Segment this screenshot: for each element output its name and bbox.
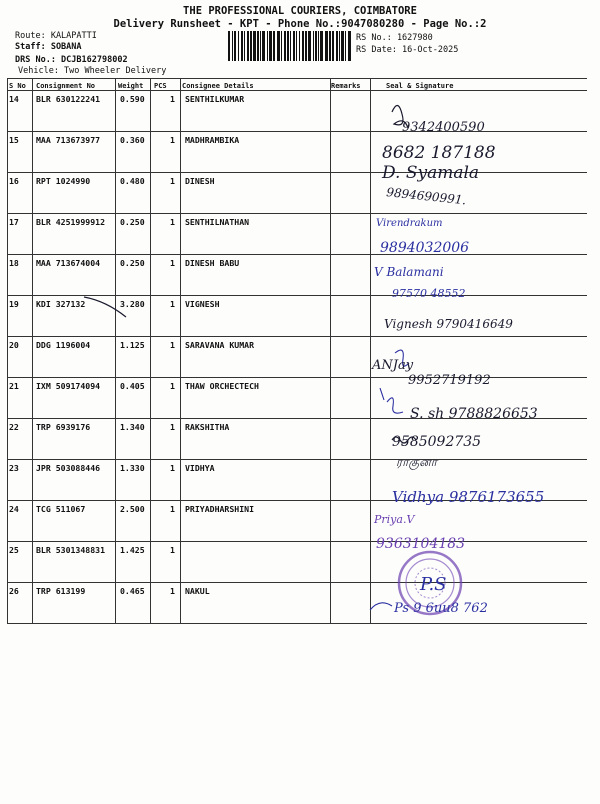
pcs-cell: 1 [170,176,175,186]
consignee-cell: DINESH [185,176,215,186]
consignment-cell: MAA 713674004 [36,258,101,268]
consignment-cell: BLR 630122241 [36,94,101,104]
svg-text:P.S: P.S [420,574,447,595]
consignee-cell: VIGNESH [185,299,220,309]
consignee-cell: DINESH BABU [185,258,240,268]
consignment-cell: BLR 4251999912 [36,217,106,227]
company-title: THE PROFESSIONAL COURIERS, COIMBATORE [183,5,417,17]
consignment-cell: MAA 713673977 [36,135,101,145]
consignment-cell: TRP 6939176 [36,422,91,432]
pcs-cell: 1 [170,381,175,391]
pcs-cell: 1 [170,217,175,227]
sno-cell: 25 [9,545,19,555]
sno-cell: 18 [9,258,19,268]
consignment-cell: TCG 511067 [36,504,86,514]
svg-text:97570 48552: 97570 48552 [392,287,466,300]
weight-cell: 0.360 [120,135,145,145]
col-seal-header: Seal & Signature [386,82,454,90]
svg-text:Vignesh 9790416649: Vignesh 9790416649 [384,317,513,331]
consignment-cell: KDI 327132 [36,299,86,309]
weight-cell: 1.425 [120,545,145,555]
consignee-cell: MADHRAMBIKA [185,135,240,145]
col-pcs-header: PCS [154,82,167,90]
pcs-cell: 1 [170,504,175,514]
sno-cell: 21 [9,381,19,391]
svg-text:Virendrakum: Virendrakum [376,218,443,229]
weight-cell: 1.340 [120,422,145,432]
consignee-cell: VIDHYA [185,463,215,473]
svg-text:8682 187188: 8682 187188 [382,143,496,163]
svg-text:Priya.V: Priya.V [374,513,415,526]
pcs-cell: 1 [170,463,175,473]
weight-cell: 0.590 [120,94,145,104]
svg-text:D. Syamala: D. Syamala [382,163,480,183]
pcs-cell: 1 [170,258,175,268]
weight-cell: 2.500 [120,504,145,514]
consignment-cell: RPT 1024990 [36,176,91,186]
svg-text:9952719192: 9952719192 [408,373,491,388]
consignee-cell: RAKSHITHA [185,422,230,432]
consignee-cell: THAW ORCHECTECH [185,381,259,391]
svg-text:9894690991.: 9894690991. [385,185,467,208]
consignment-cell: IXM 509174094 [36,381,101,391]
consignment-cell: BLR 5301348831 [36,545,106,555]
svg-text:9342400590: 9342400590 [402,120,485,135]
weight-cell: 0.405 [120,381,145,391]
sno-cell: 26 [9,586,19,596]
consignee-cell: SENTHILKUMAR [185,94,245,104]
svg-text:Ps 9 6uu8 762: Ps 9 6uu8 762 [394,601,488,616]
col-remarks-header: Remarks [331,82,361,90]
sno-cell: 19 [9,299,19,309]
route-label: Route: KALAPATTI [15,31,97,41]
col-consignment-header: Consignment No [36,82,96,90]
consignee-cell: NAKUL [185,586,210,596]
col-consignee-header: Consignee Details [182,82,254,90]
svg-text:V Balamani: V Balamani [374,265,444,279]
staff-label: Staff: SOBANA [15,42,82,52]
weight-cell: 1.125 [120,340,145,350]
consignment-cell: JPR 503088446 [36,463,101,473]
svg-text:9585092735: 9585092735 [392,434,482,450]
consignment-cell: DDG 1196004 [36,340,91,350]
sno-cell: 22 [9,422,19,432]
weight-cell: 3.280 [120,299,145,309]
pcs-cell: 1 [170,340,175,350]
pcs-cell: 1 [170,135,175,145]
svg-text:Vidhya 9876173655: Vidhya 9876173655 [392,488,545,506]
svg-text:9894032006: 9894032006 [380,240,470,256]
pcs-cell: 1 [170,422,175,432]
pcs-cell: 1 [170,94,175,104]
weight-cell: 0.465 [120,586,145,596]
sno-cell: 16 [9,176,19,186]
drs-label: DRS No.: DCJB162798002 [15,55,128,65]
weight-cell: 1.330 [120,463,145,473]
pcs-cell: 1 [170,586,175,596]
sno-cell: 23 [9,463,19,473]
weight-cell: 0.480 [120,176,145,186]
svg-text:ராகுனா: ராகுனா [396,455,437,469]
consignment-cell: TRP 613199 [36,586,86,596]
vehicle-label: Vehicle: Two Wheeler Delivery [18,66,167,76]
svg-text:ANJay: ANJay [372,358,414,373]
sno-cell: 17 [9,217,19,227]
col-weight-header: Weight [118,82,144,90]
sno-cell: 14 [9,94,19,104]
weight-cell: 0.250 [120,217,145,227]
svg-text:9363104183: 9363104183 [376,536,466,552]
consignee-cell: PRIYADHARSHINI [185,504,255,514]
sno-cell: 20 [9,340,19,350]
consignee-cell: SARAVANA KUMAR [185,340,255,350]
rs-number: RS No.: 1627980 [356,33,433,43]
pcs-cell: 1 [170,299,175,309]
sno-cell: 15 [9,135,19,145]
rs-date: RS Date: 16-Oct-2025 [356,45,459,55]
pcs-cell: 1 [170,545,175,555]
consignee-cell: SENTHILNATHAN [185,217,250,227]
weight-cell: 0.250 [120,258,145,268]
sno-cell: 24 [9,504,19,514]
col-sno-header: S No [9,82,26,90]
svg-text:S. sh 9788826653: S. sh 9788826653 [410,406,538,422]
runsheet-subtitle: Delivery Runsheet - KPT - Phone No.:9047080280 - Page No.:2 [113,18,487,30]
